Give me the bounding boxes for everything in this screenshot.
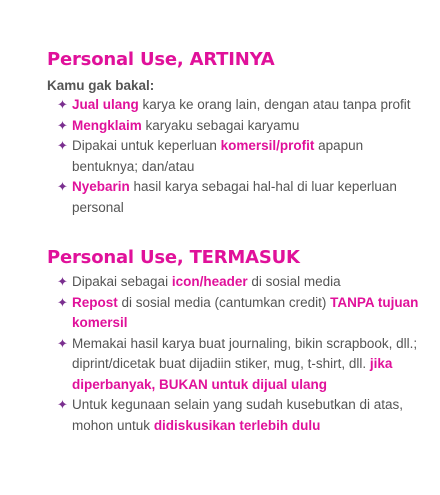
intro-text: Kamu gak bakal:: [47, 78, 155, 93]
section-title-artinya: Personal Use, ARTINYA: [47, 49, 275, 70]
four-pointed-star-icon: ✦: [57, 274, 68, 289]
body-text: Dipakai sebagai: [72, 274, 172, 289]
four-pointed-star-icon: ✦: [57, 335, 68, 351]
highlight-text: Nyebarin: [72, 179, 130, 194]
highlight-text: TANPA tujuan komersil: [72, 294, 419, 330]
body-text: karyaku sebagai karyamu: [141, 117, 300, 133]
list-item: [57, 116, 427, 137]
four-pointed-star-icon: ✦: [57, 117, 68, 133]
highlight-text: didiskusikan terlebih dulu: [153, 417, 321, 433]
body-text: di sosial media: [247, 274, 341, 289]
list-artinya: [57, 95, 427, 218]
highlight-text: komersil/profit: [220, 138, 315, 153]
list-item: [57, 293, 427, 334]
list-item: [57, 272, 427, 293]
body-text: karya ke orang lain, dengan atau tanpa profit: [138, 97, 411, 112]
list-item: [57, 177, 427, 218]
section-title-termasuk: Personal Use, TERMASUK: [47, 247, 300, 268]
highlight-text: Repost: [72, 294, 118, 310]
highlight-text: jika diperbanyak, BUKAN untuk dijual ulang: [72, 356, 393, 392]
four-pointed-star-icon: ✦: [57, 138, 68, 153]
list-item: [57, 95, 427, 116]
body-text: apapun bentuknya; dan/atau: [72, 138, 364, 174]
four-pointed-star-icon: ✦: [57, 97, 68, 112]
list-termasuk: [57, 272, 427, 436]
list-item: [57, 395, 427, 436]
highlight-text: icon/header: [171, 274, 248, 289]
highlight-text: Mengklaim: [72, 117, 142, 133]
list-item: [57, 136, 427, 177]
body-text: hasil karya sebagai hal-hal di luar keperluan personal: [72, 179, 397, 215]
highlight-text: Jual ulang: [72, 97, 139, 112]
body-text: Dipakai untuk keperluan: [72, 138, 221, 153]
list-item: [57, 334, 427, 396]
four-pointed-star-icon: ✦: [57, 294, 68, 310]
four-pointed-star-icon: ✦: [57, 397, 68, 412]
four-pointed-star-icon: ✦: [57, 179, 68, 194]
body-text: di sosial media (cantumkan credit): [117, 294, 331, 310]
body-text: Memakai hasil karya buat journaling, bikin scrapbook, dll.; diprint/dicetak buat dijadiin stiker, mug, t-shirt, dll.: [72, 335, 418, 371]
body-text: Untuk kegunaan selain yang sudah kusebutkan di atas, mohon untuk: [72, 397, 403, 433]
